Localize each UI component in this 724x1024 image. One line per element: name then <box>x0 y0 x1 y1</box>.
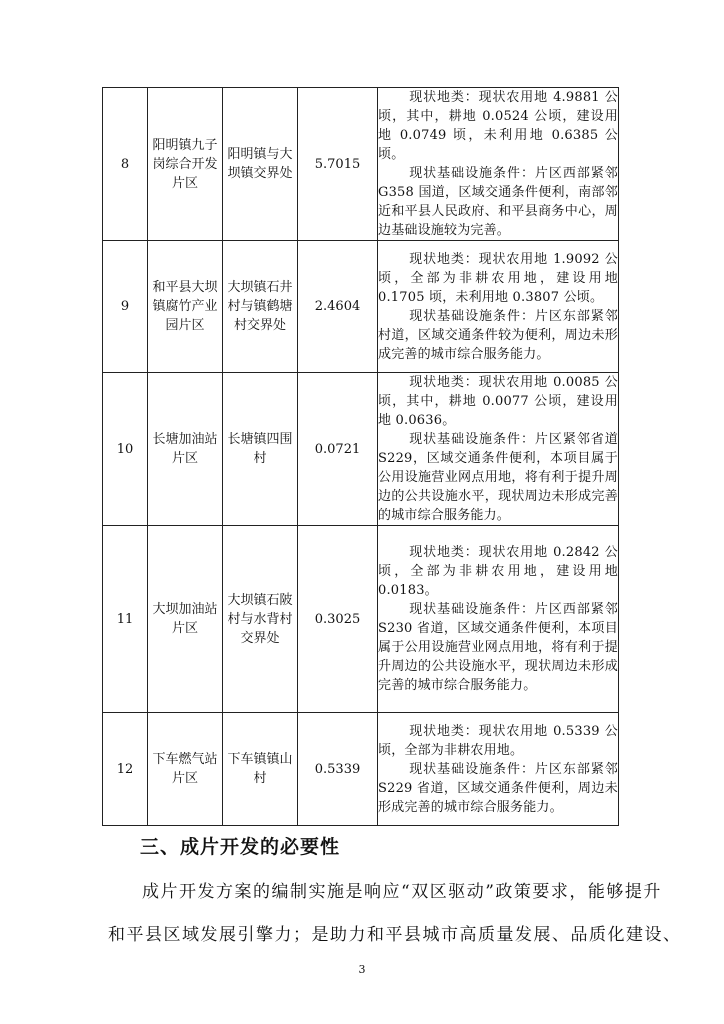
zone-location: 下车镇镇山村 <box>223 713 298 826</box>
zone-description <box>378 713 619 826</box>
development-zone-table <box>102 87 619 826</box>
table-row <box>103 713 619 826</box>
infrastructure-status: 现状基础设施条件：片区东部紧邻 S229 省道，区域交通条件便利，周边未形成完善的城市综合服务能力。 <box>378 761 618 815</box>
body-paragraph-line: 成片开发方案的编制实施是响应“双区驱动”政策要求，能够提升 <box>142 882 662 902</box>
body-paragraph-line: 和平县区域发展引擎力；是助力和平县城市高质量发展、品质化建设、 <box>108 925 682 945</box>
zone-name: 下车燃气站片区 <box>148 713 223 826</box>
row-number: 12 <box>103 713 148 826</box>
land-use-status: 现状地类：现状农用地 0.0085 公顷，其中，耕地 0.0077 公顷，建设用地 0.0636。 <box>378 375 618 428</box>
zone-description <box>378 373 619 526</box>
zone-name: 和平县大坝镇腐竹产业园片区 <box>148 241 223 373</box>
table-row <box>103 373 619 526</box>
land-use-status: 现状地类：现状农用地 1.9092 公顷，全部为非耕农用地，建设用地 0.1705 顷，未利用地 0.3807 公顷。 <box>378 251 618 305</box>
zone-location: 大坝镇石井村与镇鹤塘村交界处 <box>223 241 298 373</box>
zone-area: 0.3025 <box>298 526 378 713</box>
table-row <box>103 88 619 241</box>
table-row <box>103 241 619 373</box>
land-use-status: 现状地类：现状农用地 4.9881 公顷，其中，耕地 0.0524 公顷，建设用地 0.0749 顷，未利用地 0.6385 公顷。 <box>378 90 618 162</box>
infrastructure-status: 现状基础设施条件：片区西部紧邻 G358 国道，区域交通条件便利，南部邻近和平县人民政府、和平县商务中心，周边基础设施较为完善。 <box>378 166 618 238</box>
row-number: 9 <box>103 241 148 373</box>
zone-area: 0.5339 <box>298 713 378 826</box>
section-heading: 三、成片开发的必要性 <box>140 836 341 858</box>
infrastructure-status: 现状基础设施条件：片区西部紧邻 S230 省道，区域交通条件便利，本项目属于公用设施营业网点用地，将有利于提升周边的公共设施水平，现状周边未形成完善的城市综合服务能力。 <box>378 602 618 693</box>
zone-name: 大坝加油站片区 <box>148 526 223 713</box>
zone-location: 长塘镇四围村 <box>223 373 298 526</box>
infrastructure-status: 现状基础设施条件：片区东部紧邻村道，区域交通条件较为便利，周边未形成完善的城市综合服务能力。 <box>378 308 618 362</box>
zone-location: 大坝镇石陂村与水背村交界处 <box>223 526 298 713</box>
zone-name: 长塘加油站片区 <box>148 373 223 526</box>
zone-description <box>378 526 619 713</box>
zone-description <box>378 241 619 373</box>
zone-area: 5.7015 <box>298 88 378 241</box>
page-number: 3 <box>358 963 366 976</box>
infrastructure-status: 现状基础设施条件：片区紧邻省道 S229，区域交通条件便利，本项目属于公用设施营业网点用地，将有利于提升周边的公共设施水平，现状周边未形成完善的城市综合服务能力。 <box>378 432 618 523</box>
land-use-status: 现状地类：现状农用地 0.2842 公顷，全部为非耕农用地，建设用地 0.0183。 <box>378 545 618 598</box>
row-number: 8 <box>103 88 148 241</box>
zone-description <box>378 88 619 241</box>
row-number: 10 <box>103 373 148 526</box>
zone-area: 2.4604 <box>298 241 378 373</box>
zone-name: 阳明镇九子岗综合开发片区 <box>148 88 223 241</box>
row-number: 11 <box>103 526 148 713</box>
land-use-status: 现状地类：现状农用地 0.5339 公顷，全部为非耕农用地。 <box>378 723 618 758</box>
zone-area: 0.0721 <box>298 373 378 526</box>
zone-location: 阳明镇与大坝镇交界处 <box>223 88 298 241</box>
table-row <box>103 526 619 713</box>
